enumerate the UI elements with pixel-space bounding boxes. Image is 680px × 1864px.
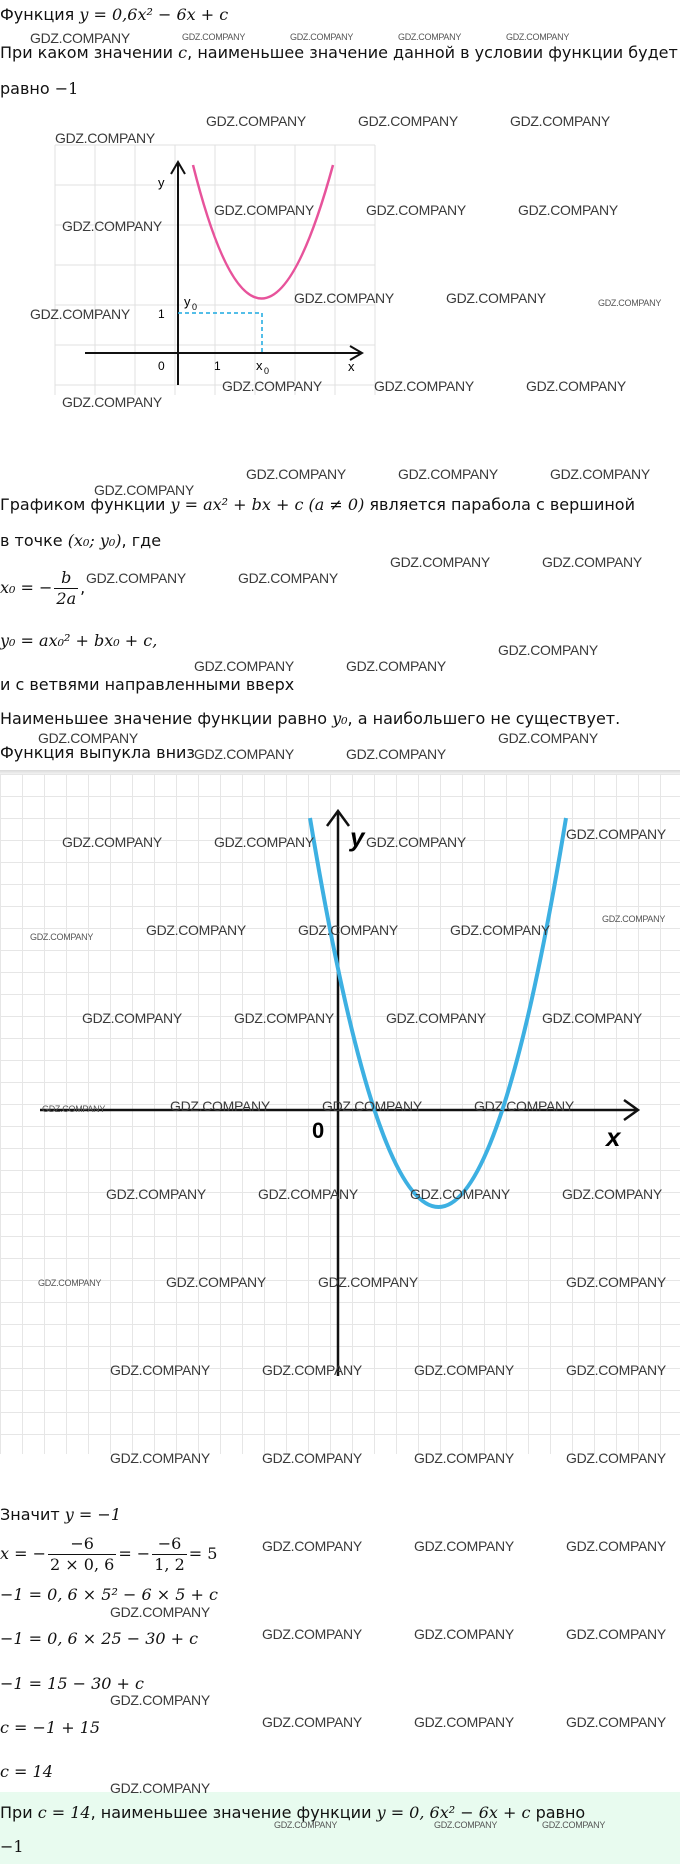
- watermark: GDZ.COMPANY: [262, 1626, 362, 1642]
- watermark: GDZ.COMPANY: [55, 130, 155, 146]
- watermark: GDZ.COMPANY: [82, 1010, 182, 1026]
- solution-formula-5: −1 = 15 − 30 + c: [0, 1674, 144, 1693]
- watermark: GDZ.COMPANY: [62, 394, 162, 410]
- watermark: GDZ.COMPANY: [234, 1010, 334, 1026]
- watermark: GDZ.COMPANY: [194, 746, 294, 762]
- watermark: GDZ.COMPANY: [166, 1274, 266, 1290]
- min-text-a: Наименьшее значение функции равно: [0, 709, 327, 728]
- watermark: GDZ.COMPANY: [598, 298, 662, 308]
- watermark: GDZ.COMPANY: [566, 1362, 666, 1378]
- watermark: GDZ.COMPANY: [526, 378, 626, 394]
- watermark: GDZ.COMPANY: [246, 466, 346, 482]
- small-tick-1-y: 1: [158, 307, 165, 321]
- watermark: GDZ.COMPANY: [498, 730, 598, 746]
- y0-formula: y₀ = ax₀² + bx₀ + c,: [0, 631, 158, 650]
- watermark: GDZ.COMPANY: [346, 746, 446, 762]
- s2-den2: 1, 2: [154, 1555, 185, 1574]
- theory-text-1b: является парабола с вершиной: [369, 495, 635, 514]
- solution-line-7: [0, 1761, 53, 1783]
- watermark: GDZ.COMPANY: [258, 1186, 358, 1202]
- min-text-b: , а наибольшего не существует.: [347, 709, 621, 728]
- x0-den: 2a: [56, 589, 77, 608]
- solution-formula-6: c = −1 + 15: [0, 1718, 101, 1737]
- watermark: GDZ.COMPANY: [30, 30, 130, 46]
- solution-formula-7: c = 14: [0, 1762, 53, 1781]
- watermark: GDZ.COMPANY: [322, 1098, 422, 1114]
- solution-line-3: [0, 1584, 218, 1606]
- question-var: c: [178, 43, 188, 62]
- watermark: GDZ.COMPANY: [410, 1186, 510, 1202]
- watermark: GDZ.COMPANY: [30, 306, 130, 322]
- x0-tail: ,: [80, 578, 86, 597]
- watermark: GDZ.COMPANY: [170, 1098, 270, 1114]
- watermark: GDZ.COMPANY: [414, 1450, 514, 1466]
- s2-mid: = −: [118, 1544, 151, 1563]
- title-line: [0, 4, 228, 26]
- answer-text-b: , наименьшее значение функции: [90, 1803, 372, 1822]
- watermark: GDZ.COMPANY: [506, 32, 570, 42]
- theory-x0-line: [0, 566, 85, 610]
- watermark: GDZ.COMPANY: [110, 1604, 210, 1620]
- watermark: GDZ.COMPANY: [262, 1538, 362, 1554]
- small-graph: [50, 140, 380, 400]
- s2-result: = 5: [188, 1544, 218, 1563]
- watermark: GDZ.COMPANY: [390, 554, 490, 570]
- convex-text: Функция выпукла вниз: [0, 743, 195, 762]
- branches-text: и с ветвями направленными вверх: [0, 675, 295, 694]
- watermark: GDZ.COMPANY: [182, 32, 246, 42]
- solution-line-6: [0, 1717, 100, 1739]
- answer-text-a: При: [0, 1803, 33, 1822]
- watermark: GDZ.COMPANY: [414, 1714, 514, 1730]
- watermark: GDZ.COMPANY: [542, 554, 642, 570]
- watermark: GDZ.COMPANY: [346, 658, 446, 674]
- watermark: GDZ.COMPANY: [446, 290, 546, 306]
- question-text-a: При каком значении: [0, 43, 174, 62]
- watermark: GDZ.COMPANY: [398, 32, 462, 42]
- theory-line-2: [0, 530, 161, 552]
- title-prefix: Функция: [0, 5, 75, 24]
- solution-formula-1: y = −1: [64, 1505, 121, 1524]
- theory-y0-line: [0, 630, 157, 652]
- watermark: GDZ.COMPANY: [38, 730, 138, 746]
- small-label-x: x: [348, 359, 355, 374]
- min-var: y₀: [332, 709, 348, 728]
- watermark: GDZ.COMPANY: [106, 1186, 206, 1202]
- watermark: GDZ.COMPANY: [262, 1714, 362, 1730]
- solution-text-1: Значит: [0, 1505, 60, 1524]
- title-function: y = 0,6x² − 6x + c: [79, 5, 229, 24]
- theory-formula-2: (x₀; y₀): [67, 531, 122, 550]
- watermark: GDZ.COMPANY: [86, 570, 186, 586]
- big-origin: 0: [312, 1118, 325, 1143]
- watermark: GDZ.COMPANY: [42, 1104, 106, 1114]
- x0-num: b: [54, 568, 78, 589]
- watermark: GDZ.COMPANY: [110, 1362, 210, 1378]
- watermark: GDZ.COMPANY: [38, 1278, 102, 1288]
- theory-formula-1: y = ax² + bx + c (a ≠ 0): [170, 495, 365, 514]
- question-text-b: , наименьшее значение данной в условии функции будет: [187, 43, 678, 62]
- solution-line-1: [0, 1504, 121, 1526]
- watermark: GDZ.COMPANY: [566, 1538, 666, 1554]
- watermark: GDZ.COMPANY: [110, 1692, 210, 1708]
- x0-fraction: [54, 568, 78, 609]
- small-origin: 0: [158, 359, 165, 373]
- watermark: GDZ.COMPANY: [498, 642, 598, 658]
- big-label-x: x: [606, 1122, 621, 1152]
- watermark: GDZ.COMPANY: [30, 932, 94, 942]
- small-label-x0: x: [256, 358, 263, 373]
- answer-formula: c = 14: [37, 1803, 91, 1822]
- watermark: GDZ.COMPANY: [262, 1362, 362, 1378]
- watermark: GDZ.COMPANY: [434, 1820, 498, 1830]
- watermark: GDZ.COMPANY: [94, 482, 194, 498]
- answer-value: −1: [0, 1837, 24, 1856]
- watermark: GDZ.COMPANY: [206, 113, 306, 129]
- solution-line-4: [0, 1628, 198, 1650]
- watermark: GDZ.COMPANY: [214, 834, 314, 850]
- watermark: GDZ.COMPANY: [194, 658, 294, 674]
- watermark: GDZ.COMPANY: [566, 1714, 666, 1730]
- big-graph: [0, 774, 680, 1454]
- watermark: GDZ.COMPANY: [566, 1274, 666, 1290]
- s2-den1: 2 × 0, 6: [50, 1555, 115, 1574]
- s2-lhs: x = −: [0, 1544, 47, 1563]
- watermark: GDZ.COMPANY: [542, 1820, 606, 1830]
- watermark: GDZ.COMPANY: [298, 922, 398, 938]
- answer-function: y = 0, 6x² − 6x + c: [376, 1803, 531, 1822]
- x0-lhs: x₀ = −: [0, 578, 53, 597]
- watermark: GDZ.COMPANY: [262, 1450, 362, 1466]
- theory-text-1a: Графиком функции: [0, 495, 166, 514]
- theory-branches: [0, 674, 294, 696]
- answer-text-c: равно: [535, 1803, 586, 1822]
- watermark: GDZ.COMPANY: [366, 202, 466, 218]
- watermark: GDZ.COMPANY: [374, 378, 474, 394]
- watermark: GDZ.COMPANY: [510, 113, 610, 129]
- watermark: GDZ.COMPANY: [450, 922, 550, 938]
- watermark: GDZ.COMPANY: [238, 570, 338, 586]
- s2-fraction-1: [48, 1534, 116, 1575]
- watermark: GDZ.COMPANY: [542, 1010, 642, 1026]
- small-tick-1-x: 1: [214, 359, 221, 373]
- watermark: GDZ.COMPANY: [566, 826, 666, 842]
- watermark: GDZ.COMPANY: [146, 922, 246, 938]
- watermark: GDZ.COMPANY: [294, 290, 394, 306]
- watermark: GDZ.COMPANY: [110, 1780, 210, 1796]
- watermark: GDZ.COMPANY: [550, 466, 650, 482]
- big-label-y: y: [350, 822, 365, 852]
- watermark: GDZ.COMPANY: [518, 202, 618, 218]
- watermark: GDZ.COMPANY: [366, 834, 466, 850]
- watermark: GDZ.COMPANY: [110, 1450, 210, 1466]
- watermark: GDZ.COMPANY: [62, 834, 162, 850]
- watermark: GDZ.COMPANY: [318, 1274, 418, 1290]
- watermark: GDZ.COMPANY: [62, 218, 162, 234]
- question-text-c: равно: [0, 79, 50, 98]
- small-label-y0: y: [184, 294, 191, 309]
- watermark: GDZ.COMPANY: [290, 32, 354, 42]
- watermark: GDZ.COMPANY: [566, 1626, 666, 1642]
- watermark: GDZ.COMPANY: [414, 1626, 514, 1642]
- watermark: GDZ.COMPANY: [414, 1362, 514, 1378]
- small-label-x0-sub: 0: [264, 366, 270, 376]
- question-value: −1: [54, 79, 79, 98]
- theory-text-2b: , где: [121, 531, 162, 550]
- solution-formula-4: −1 = 0, 6 × 25 − 30 + c: [0, 1629, 199, 1648]
- watermark: GDZ.COMPANY: [274, 1820, 338, 1830]
- watermark: GDZ.COMPANY: [214, 202, 314, 218]
- watermark: GDZ.COMPANY: [602, 914, 666, 924]
- watermark: GDZ.COMPANY: [358, 113, 458, 129]
- watermark: GDZ.COMPANY: [474, 1098, 574, 1114]
- watermark: GDZ.COMPANY: [222, 378, 322, 394]
- watermark: GDZ.COMPANY: [562, 1186, 662, 1202]
- small-label-y: y: [158, 175, 165, 190]
- small-label-y0-sub: 0: [192, 302, 198, 312]
- s2-fraction-2: [152, 1534, 187, 1575]
- s2-num1: −6: [48, 1534, 116, 1555]
- s2-num2: −6: [152, 1534, 187, 1555]
- watermark: GDZ.COMPANY: [386, 1010, 486, 1026]
- theory-min-line: [0, 708, 620, 730]
- question-line-2: [0, 78, 78, 100]
- watermark: GDZ.COMPANY: [398, 466, 498, 482]
- watermark: GDZ.COMPANY: [414, 1538, 514, 1554]
- watermark: GDZ.COMPANY: [566, 1450, 666, 1466]
- theory-text-2a: в точке: [0, 531, 63, 550]
- solution-line-2: [0, 1532, 217, 1576]
- answer-line-2: [0, 1836, 24, 1858]
- solution-formula-3: −1 = 0, 6 × 5² − 6 × 5 + c: [0, 1585, 218, 1604]
